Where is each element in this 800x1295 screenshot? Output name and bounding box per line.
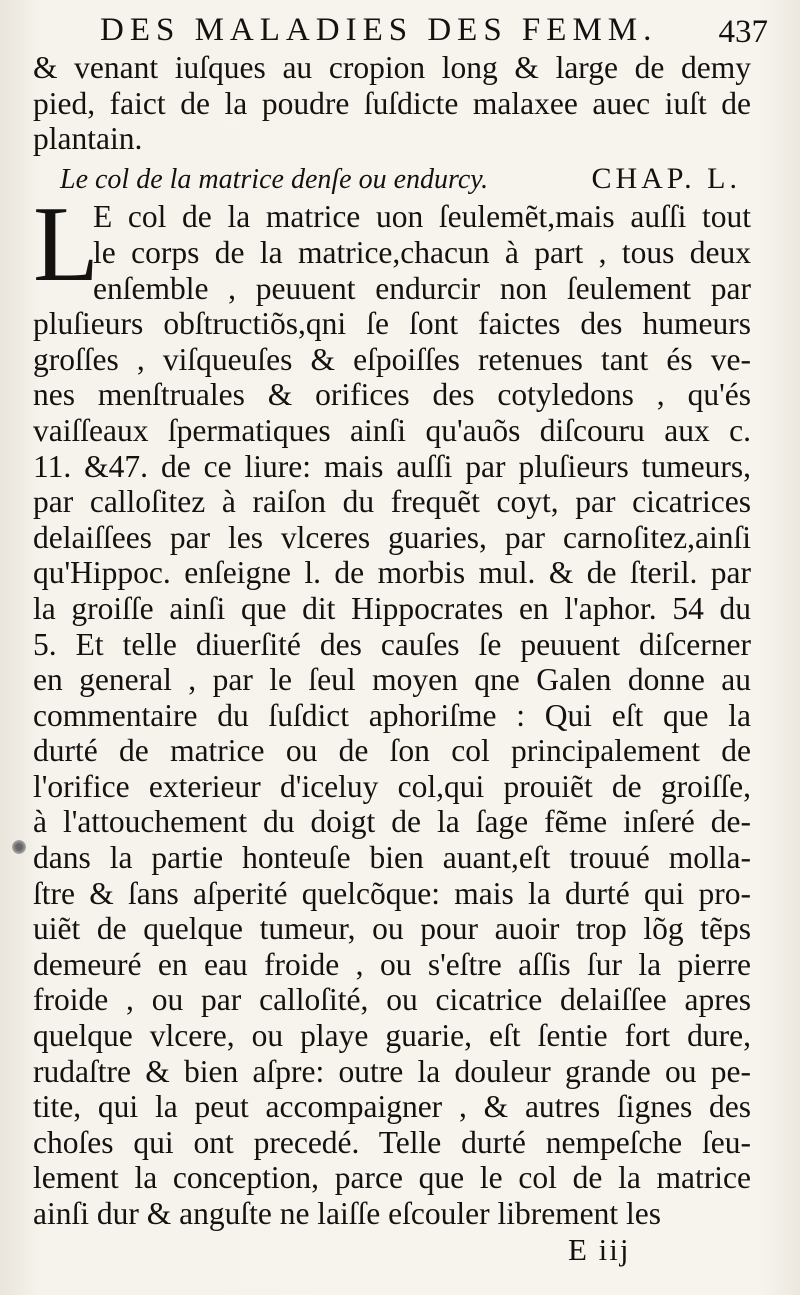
text-line: demeuré en eau froide , ou s'eſtre aſſis ſur la pierre — [33, 946, 751, 982]
text-line: pied, faict de la poudre ſuſdicte malaxee auec iuſt de — [33, 85, 751, 121]
page-number: 437 — [718, 14, 768, 50]
text-line: en general , par le ſeul moyen qne Galen donne au — [33, 662, 751, 698]
page-header — [100, 10, 768, 50]
text-line: à l'attouchement du doigt de la ſage fẽme inſeré de- — [33, 804, 751, 840]
text-line: froide , ou par calloſité, ou cicatrice delaiſſee apres — [33, 982, 751, 1018]
text-line: ainſi dur & anguſte ne laiſſe eſcouler librement les — [33, 1196, 662, 1231]
ink-blot-mark — [12, 840, 26, 854]
page-footer — [0, 1230, 800, 1275]
drop-cap: L — [33, 185, 99, 305]
text-line: lement la conception, parce que le col de la matrice — [33, 1160, 751, 1196]
text-line: E col de la matrice uon ſeulemẽt,mais auſſi tout — [93, 199, 751, 235]
text-line: delaiſſees par les vlceres guaries, par carnoſitez,ainſi — [33, 519, 751, 555]
text-line: la groiſſe ainſi que dit Hippocrates en l'aphor. 54 du — [33, 590, 751, 626]
text-line: le corps de la matrice,chacun à part , tous deux — [93, 234, 751, 270]
text-line: commentaire du ſuſdict aphoriſme : Qui eſt que la — [33, 697, 751, 733]
text-line: durté de matrice ou de ſon col principalement de — [33, 733, 751, 769]
text-line: uiẽt de quelque tumeur, ou pour auoir trop lõg tẽps — [33, 911, 751, 947]
chapter-heading — [33, 161, 751, 198]
text-line: pluſieurs obſtructiõs,qni ſe ſont faictes des humeurs — [33, 306, 751, 342]
signature-mark: E iij — [568, 1232, 631, 1267]
text-line: dans la partie honteuſe bien auant,eſt trouué molla- — [33, 840, 751, 876]
text-line: groſſes , viſqueuſes & eſpoiſſes retenues tant és ve- — [33, 341, 751, 377]
text-line: vaiſſeaux ſpermatiques ainſi qu'auõs diſcouru aux c. — [33, 412, 751, 448]
running-head: DES MALADIES DES FEMM. — [100, 12, 658, 48]
text-line: tite, qui la peut accompaigner , & autres ſignes des — [33, 1089, 751, 1125]
paragraph — [33, 185, 751, 1231]
chapter-title: Le col de la matrice denſe ou endurcy. — [60, 163, 489, 195]
chapter-label: CHAP. L. — [591, 161, 741, 195]
text-line: quelque vlcere, ou playe guarie, eſt ſentie fort dure, — [33, 1018, 751, 1054]
text-line: & venant iuſques au cropion long & large de demy — [33, 50, 751, 85]
body-text — [33, 50, 751, 1232]
text-line: plantain. — [33, 121, 143, 157]
text-line: ſtre & ſans aſperité quelcõque: mais la durté qui pro- — [33, 875, 751, 911]
text-line: nes menſtruales & orifices des cotyledons , qu'és — [33, 377, 751, 413]
text-line: choſes qui ont precedé. Telle durté nempeſche ſeu- — [33, 1124, 751, 1160]
text-line: qu'Hippoc. enſeigne l. de morbis mul. & de ſteril. par — [33, 555, 751, 591]
text-line: 11. &47. de ce liure: mais auſſi par pluſieurs tumeurs, — [33, 448, 751, 484]
text-line: rudaſtre & bien aſpre: outre la douleur grande ou pe- — [33, 1053, 751, 1089]
text-line: par calloſitez à raiſon du frequẽt coyt, par cicatrices — [33, 484, 751, 520]
text-line: 5. Et telle diuerſité des cauſes ſe peuuent diſcerner — [33, 626, 751, 662]
text-line: enſemble , peuuent endurcir non ſeulement par — [93, 270, 751, 306]
text-line: l'orifice exterieur d'iceluy col,qui prouiẽt de groiſſe, — [33, 768, 751, 804]
